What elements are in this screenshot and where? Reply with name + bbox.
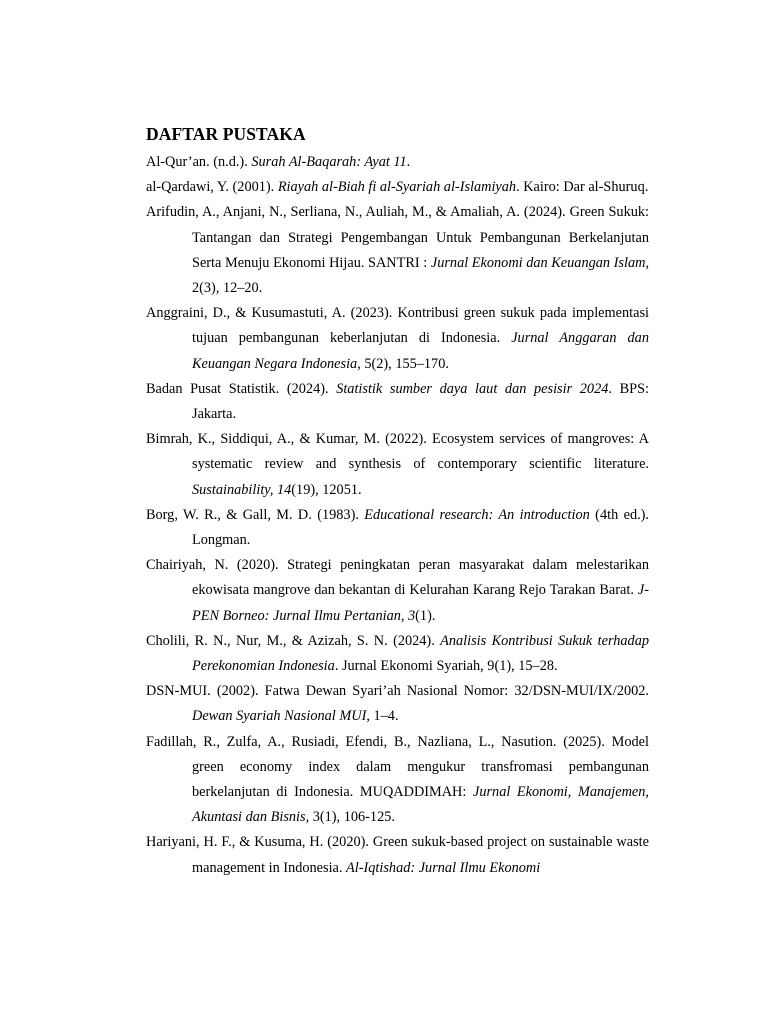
- reference-title-italic: Educational research: An introduction: [364, 506, 590, 523]
- reference-entry: [146, 301, 649, 377]
- reference-text: (1).: [415, 607, 436, 624]
- reference-title-italic: Dewan Syariah Nasional MUI: [192, 708, 367, 725]
- reference-text: (19), 12051.: [291, 481, 362, 498]
- reference-entry: [146, 553, 649, 629]
- reference-text: Borg, W. R., & Gall, M. D. (1983).: [146, 506, 365, 523]
- reference-text: Anggraini, D., & Kusumastuti, A. (2023). Kontribusi green sukuk pada implementasi tujuan pembangunan keberlanjutan di Indonesia.: [146, 305, 649, 347]
- reference-title-italic: Al-Iqtishad: Jurnal Ilmu Ekonomi: [346, 859, 541, 876]
- reference-text: al-Qardawi, Y. (2001).: [146, 179, 278, 196]
- reference-entry: [146, 150, 649, 175]
- reference-text: Badan Pusat Statistik. (2024).: [146, 380, 337, 397]
- reference-text: Al-Qur’an. (n.d.).: [146, 154, 252, 170]
- reference-text: Arifudin, A., Anjani, N., Serliana, N., Auliah, M., & Amaliah, A. (2024). Green Sukuk: Tantangan dan Strategi Pengembangan Untuk Pembangunan Berkelanjutan Serta Menuju Ekonomi Hijau. SANTRI :: [146, 204, 649, 271]
- reference-title-italic: Surah Al-Baqarah: Ayat 11: [251, 154, 407, 170]
- reference-text: , 5(2), 155–170.: [357, 355, 449, 372]
- reference-text: DSN-MUI. (2002). Fatwa Dewan Syari’ah Nasional Nomor: 32/DSN-MUI/IX/2002.: [146, 683, 649, 700]
- reference-text: (4th ed.). Longman.: [192, 506, 649, 549]
- reference-title-italic: Jurnal Ekonomi, Manajemen, Akuntasi dan Bisnis: [192, 784, 650, 826]
- reference-text: Chairiyah, N. (2020). Strategi peningkatan peran masyarakat dalam melestarikan ekowisata mangrove dan bekantan di Kelurahan Karang Rejo Tarakan Barat.: [146, 557, 649, 599]
- reference-text: . Kairo: Dar al-Shuruq.: [516, 179, 649, 196]
- reference-title-italic: Jurnal Ekonomi dan Keuangan Islam: [430, 254, 646, 271]
- reference-entry: [146, 200, 649, 301]
- reference-title-italic: J-PEN Borneo: Jurnal Ilmu Pertanian, 3: [192, 582, 649, 624]
- reference-entry: [146, 830, 649, 880]
- reference-title-italic: Analisis Kontribusi Sukuk terhadap Perekonomian Indonesia: [192, 632, 649, 675]
- reference-text: Bimrah, K., Siddiqui, A., & Kumar, M. (2022). Ecosystem services of mangroves: A systematic review and synthesis of contemporary scientific literature.: [146, 431, 649, 473]
- reference-text: . BPS: Jakarta.: [192, 380, 649, 423]
- reference-text: , 1–4.: [366, 708, 399, 725]
- reference-list: [146, 150, 649, 880]
- reference-text: .: [406, 154, 411, 170]
- reference-text: Cholili, R. N., Nur, M., & Azizah, S. N. (2024).: [146, 632, 441, 649]
- reference-entry: [146, 730, 649, 831]
- reference-text: , 2(3), 12–20.: [192, 254, 650, 297]
- reference-entry: [146, 175, 649, 200]
- reference-text: . Jurnal Ekonomi Syariah, 9(1), 15–28.: [334, 658, 558, 675]
- reference-title-italic: Statistik sumber daya laut dan pesisir 2024: [336, 380, 609, 397]
- reference-text: , 3(1), 106-125.: [305, 809, 395, 826]
- reference-entry: [146, 503, 649, 553]
- reference-title-italic: Riayah al-Biah fi al-Syariah al-Islamiyah: [277, 179, 517, 196]
- reference-text: Hariyani, H. F., & Kusuma, H. (2020). Green sukuk-based project on sustainable waste management in Indonesia.: [146, 834, 649, 876]
- reference-entry: [146, 377, 649, 427]
- reference-entry: [146, 427, 649, 503]
- reference-title-italic: Jurnal Anggaran dan Keuangan Negara Indonesia: [192, 330, 649, 372]
- reference-title-italic: Sustainability, 14: [192, 481, 292, 498]
- reference-text: Fadillah, R., Zulfa, A., Rusiadi, Efendi, B., Nazliana, L., Nasution. (2025). Model green economy index dalam mengukur transfromasi pembangunan berkelanjutan di Indonesia. MUQADDIMAH:: [146, 733, 649, 801]
- reference-entry: [146, 629, 649, 679]
- page-title: DAFTAR PUSTAKA: [146, 124, 306, 144]
- reference-entry: [146, 679, 649, 729]
